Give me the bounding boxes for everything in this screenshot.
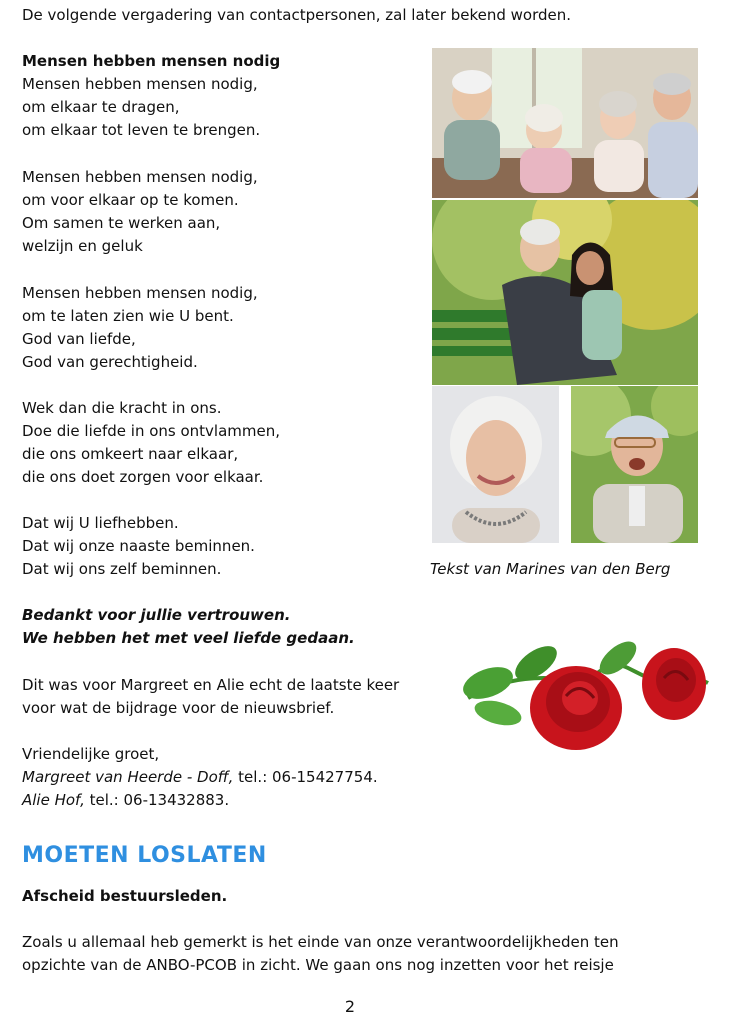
photo-smiling-woman-portrait bbox=[432, 386, 559, 543]
poem-line: Mensen hebben mensen nodig, bbox=[22, 284, 258, 302]
photo-red-roses bbox=[458, 628, 716, 760]
contact-name: Alie Hof, bbox=[22, 791, 85, 809]
poem-line: die ons omkeert naar elkaar, bbox=[22, 445, 239, 463]
body-line: Zoals u allemaal heb gemerkt is het einde van onze verantwoordelijkheden ten bbox=[22, 933, 619, 951]
contact-line bbox=[22, 789, 229, 811]
body-line: opzichte van de ANBO-PCOB in zicht. We gaan ons nog inzetten voor het reisje bbox=[22, 956, 614, 974]
poem-line: Dat wij ons zelf beminnen. bbox=[22, 560, 222, 578]
photo-man-and-woman-on-bench bbox=[432, 200, 698, 385]
poem-line: Mensen hebben mensen nodig, bbox=[22, 75, 258, 93]
farewell-line: voor wat de bijdrage voor de nieuwsbrief. bbox=[22, 699, 335, 717]
poem-line: om voor elkaar op te komen. bbox=[22, 191, 239, 209]
poem-line: Om samen te werken aan, bbox=[22, 214, 221, 232]
photo-seniors-playing-cards bbox=[432, 48, 698, 198]
section-heading: MOETEN LOSLATEN bbox=[22, 843, 267, 868]
photo-caption: Tekst van Marines van den Berg bbox=[430, 560, 671, 578]
contact-line bbox=[22, 766, 378, 788]
poem-line: om elkaar tot leven te brengen. bbox=[22, 121, 261, 139]
intro-line: De volgende vergadering van contactpersonen, zal later bekend worden. bbox=[22, 6, 572, 24]
photo-laughing-man-with-cap bbox=[571, 386, 698, 543]
greeting: Vriendelijke groet, bbox=[22, 745, 160, 763]
poem-line: Doe die liefde in ons ontvlammen, bbox=[22, 422, 281, 440]
poem-title: Mensen hebben mensen nodig bbox=[22, 52, 281, 70]
poem-line: Dat wij U liefhebben. bbox=[22, 514, 179, 532]
contact-phone: tel.: 06-15427754. bbox=[233, 768, 378, 786]
poem-line: God van gerechtigheid. bbox=[22, 353, 198, 371]
section-subtitle: Afscheid bestuursleden. bbox=[22, 887, 228, 905]
contact-name: Margreet van Heerde - Doff, bbox=[22, 768, 234, 786]
farewell-line: Dit was voor Margreet en Alie echt de laatste keer bbox=[22, 676, 400, 694]
poem-line: Dat wij onze naaste beminnen. bbox=[22, 537, 255, 555]
poem-line: Mensen hebben mensen nodig, bbox=[22, 168, 258, 186]
poem-line: God van liefde, bbox=[22, 330, 136, 348]
poem-line: welzijn en geluk bbox=[22, 237, 143, 255]
page-number: 2 bbox=[344, 997, 356, 1016]
thanks-line: We hebben het met veel liefde gedaan. bbox=[22, 629, 355, 647]
poem-line: om te laten zien wie U bent. bbox=[22, 307, 234, 325]
poem-line: om elkaar te dragen, bbox=[22, 98, 180, 116]
contact-phone: tel.: 06-13432883. bbox=[84, 791, 230, 809]
poem-line: Wek dan die kracht in ons. bbox=[22, 399, 222, 417]
poem-line: die ons doet zorgen voor elkaar. bbox=[22, 468, 264, 486]
thanks-line: Bedankt voor jullie vertrouwen. bbox=[22, 606, 291, 624]
